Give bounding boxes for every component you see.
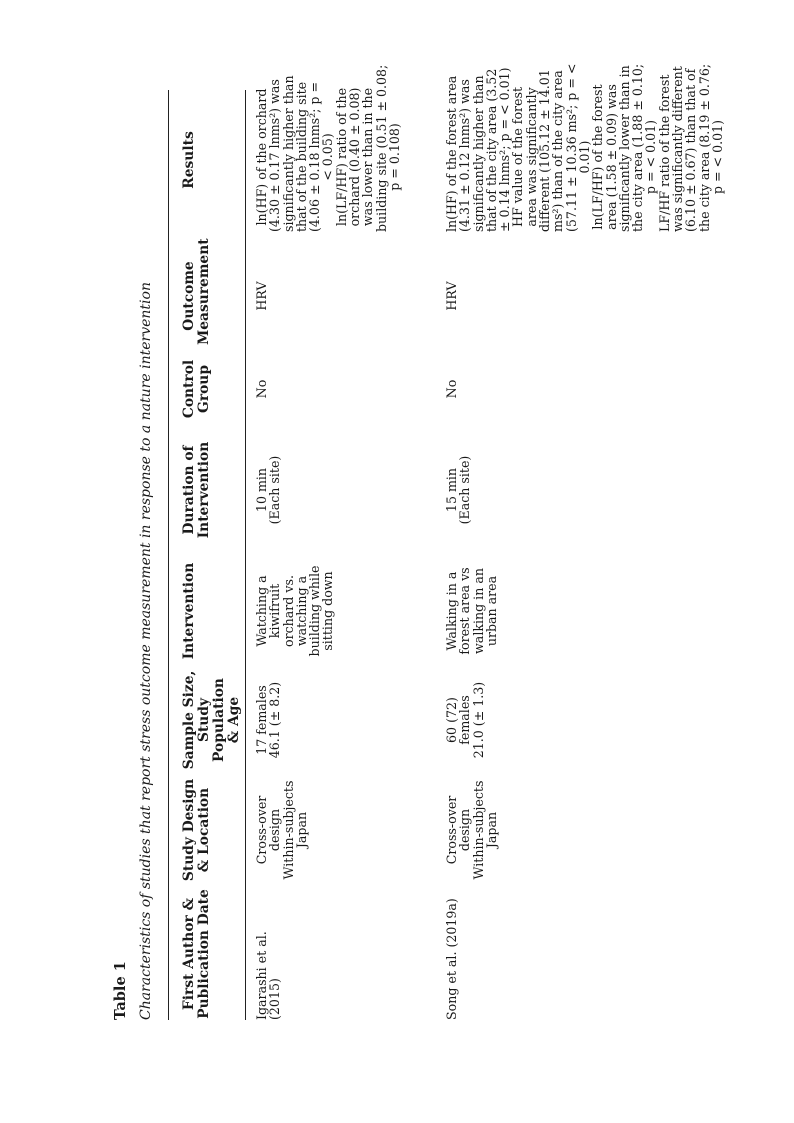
header-intervention: Intervention <box>181 562 197 660</box>
table-label: Table 1 <box>112 961 129 1020</box>
table-top-rule <box>168 90 169 1020</box>
header-control: Control Group <box>181 359 212 419</box>
rotated-table-region <box>112 63 772 1020</box>
row1-control: No <box>254 379 269 399</box>
header-sample: Sample Size, Study Population & Age <box>181 670 242 770</box>
header-author: First Author & Publication Date <box>181 889 212 1019</box>
row1-sample: 17 females 46.1 (± 8.2) <box>254 681 283 759</box>
header-design: Study Design & Location <box>181 778 212 882</box>
row1-intervention: Watching a kiwifruit orchard vs. watching a building while sitting down <box>254 565 336 657</box>
row1-author: Igarashi et al. (2015) <box>254 931 283 1020</box>
header-outcome: Outcome Measurement <box>181 238 212 345</box>
table-title: Characteristics of studies that report stress outcome measurement in response to a nature intervention <box>138 282 154 1020</box>
row2-results: ln(HF) of the forest area (4.31 ± 0.12 lnms²) was significantly higher than that of the city area (3.52 ± 0.14 lnms²; p = < 0.01) HF value of the forest area was significantly different (105.12 ± 14.01 ms²) than of the city area (57.11 ± 10.36 ms²; p = < 0.01) ln(LF/HF) of the forest area (1.58 ± 0.09) was significantly lower than in the city area (1.88 ± 0.10; p = < 0.01) LF/HF ratio of the forest was significantly different (6.10 ± 0.67) than that of the city area (8.19 ± 0.76; p = < 0.01) <box>444 63 725 232</box>
row2-duration: 15 min (Each site) <box>444 455 473 525</box>
row1-design: Cross-over design Within-subjects Japan <box>254 780 309 880</box>
row2-author: Song et al. (2019a) <box>444 898 459 1020</box>
header-results: Results <box>181 131 197 189</box>
row2-sample: 60 (72) females 21.0 (± 1.3) <box>444 681 486 759</box>
row2-design: Cross-over design Within-subjects Japan <box>444 780 499 880</box>
row2-control: No <box>444 379 459 399</box>
row1-outcome: HRV <box>254 281 269 311</box>
row1-duration: 10 min (Each site) <box>254 455 283 525</box>
header-duration: Duration of Intervention <box>181 441 212 539</box>
row2-intervention: Walking in a forest area vs walking in an urban area <box>444 567 499 655</box>
row1-results: ln(HF) of the orchard (4.30 ± 0.17 lnms²) was significantly higher than that of the building site (4.06 ± 0.18 lnms²; p = < 0.05) ln(LF/HF) ratio of the orchard (0.40 ± 0.08) was lower than in the building site (0.51 ± 0.08; p = 0.108) <box>254 64 402 232</box>
header-bottom-rule <box>245 90 246 1020</box>
row2-outcome: HRV <box>444 281 459 311</box>
